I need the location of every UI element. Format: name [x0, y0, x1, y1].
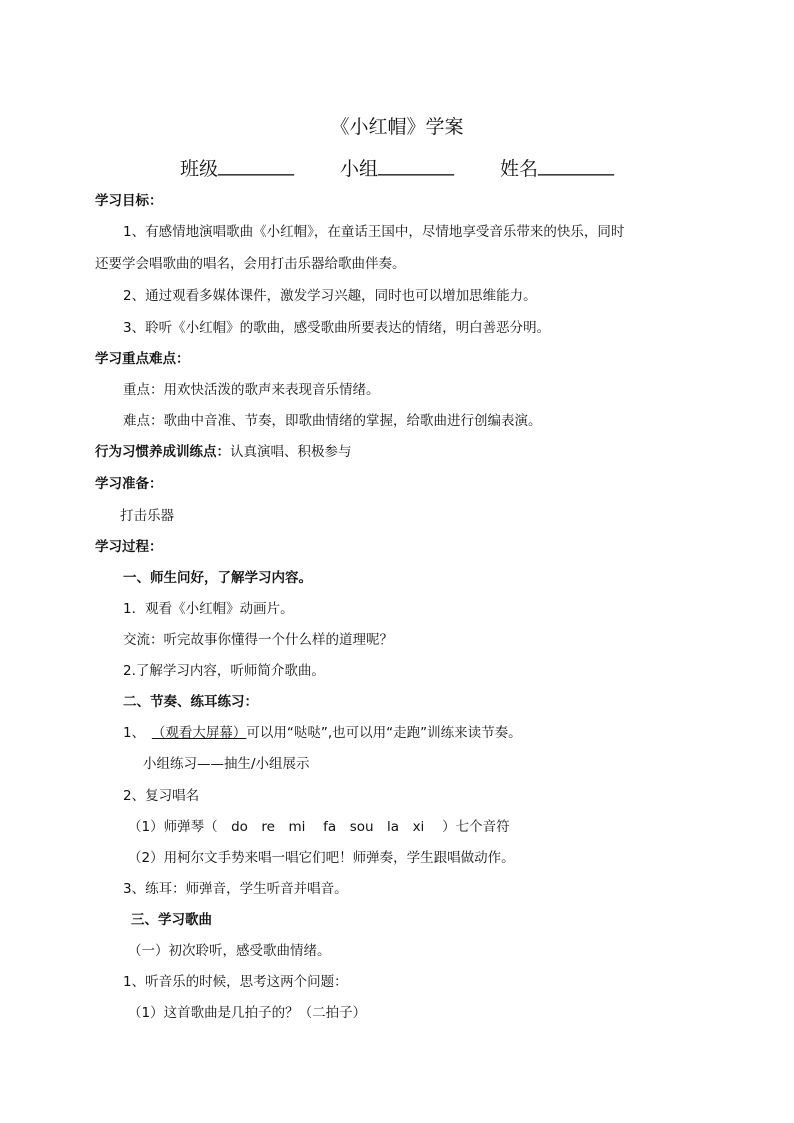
group-label: 小组 — [339, 158, 378, 180]
habit-text: 认真演唱、积极参与 — [230, 444, 352, 460]
step-heading-1: 一、师生问好，了解学习内容。 — [123, 570, 312, 586]
goal-item-1: 1、有感情地演唱歌曲《小红帽》，在童话王国中，尽情地享受音乐带来的快乐，同时 — [123, 224, 625, 240]
prep-item: 打击乐器 — [120, 508, 174, 524]
section-heading-goals: 学习目标： — [95, 193, 163, 209]
group-blank: ________ — [378, 154, 454, 176]
class-blank: ________ — [217, 154, 294, 176]
step-2-item-1-text: 可以用“哒哒”,也可以用“走跑”训练来读节奏。 — [246, 725, 522, 741]
section-heading-process: 学习过程： — [95, 539, 163, 555]
student-info-row — [0, 154, 794, 181]
step-1-item-2: 2.了解学习内容，听师简介歌曲。 — [123, 663, 325, 679]
step-2-item-1 — [123, 724, 522, 742]
class-label: 班级 — [179, 158, 218, 180]
step-2-item-2-2: （2）用柯尔文手势来唱一唱它们吧！师弹奏，学生跟唱做动作。 — [128, 850, 515, 866]
key-point: 重点：用欢快活泼的歌声来表现音乐情绪。 — [123, 382, 380, 398]
step-1-exchange: 交流：听完故事你懂得一个什么样的道理呢？ — [123, 632, 393, 648]
goal-item-2: 2、通过观看多媒体课件，激发学习兴趣，同时也可以增加思维能力。 — [123, 288, 537, 304]
step-2-group-practice: 小组练习——抽生/小组展示 — [143, 756, 310, 772]
step-2-item-3: 3、练耳：师弹音，学生听音并唱音。 — [123, 881, 348, 897]
page-title: 《小红帽》学案 — [330, 116, 464, 138]
section-heading-habit: 行为习惯养成训练点： — [95, 444, 230, 460]
section-heading-prep: 学习准备： — [95, 476, 163, 492]
step-2-item-2: 2、复习唱名 — [123, 788, 200, 804]
difficult-point: 难点：歌曲中音准、节奏，即歌曲情绪的掌握，给歌曲进行创编表演。 — [123, 413, 542, 429]
step-heading-2: 二、节奏、练耳练习： — [123, 694, 258, 710]
step-3-question-1: （1）这首歌曲是几拍子的？（二拍子） — [128, 1005, 367, 1021]
step-1-item-1: 1．观看《小红帽》动画片。 — [123, 601, 294, 617]
goal-item-1-cont: 还要学会唱歌曲的唱名，会用打击乐器给歌曲伴奏。 — [95, 256, 406, 272]
goal-item-3: 3、聆听《小红帽》的歌曲，感受歌曲所要表达的情绪，明白善恶分明。 — [123, 320, 551, 336]
section-heading-key: 学习重点难点： — [95, 351, 190, 367]
habit-line — [95, 443, 352, 461]
step-3-sub-1: （一）初次聆听，感受歌曲情绪。 — [128, 943, 331, 959]
step-2-item-1-num: 1、 — [123, 725, 146, 741]
name-label: 姓名 — [500, 158, 539, 180]
name-blank: ________ — [538, 154, 615, 176]
step-heading-3: 三、学习歌曲 — [131, 912, 212, 928]
underlined-watch-screen: （观看大屏幕） — [151, 725, 247, 741]
step-3-item-1: 1、听音乐的时候，思考这两个问题： — [123, 974, 348, 990]
step-2-item-2-1: （1）师弹琴（ do re mi fa sou la xi ）七个音符 — [128, 819, 510, 835]
